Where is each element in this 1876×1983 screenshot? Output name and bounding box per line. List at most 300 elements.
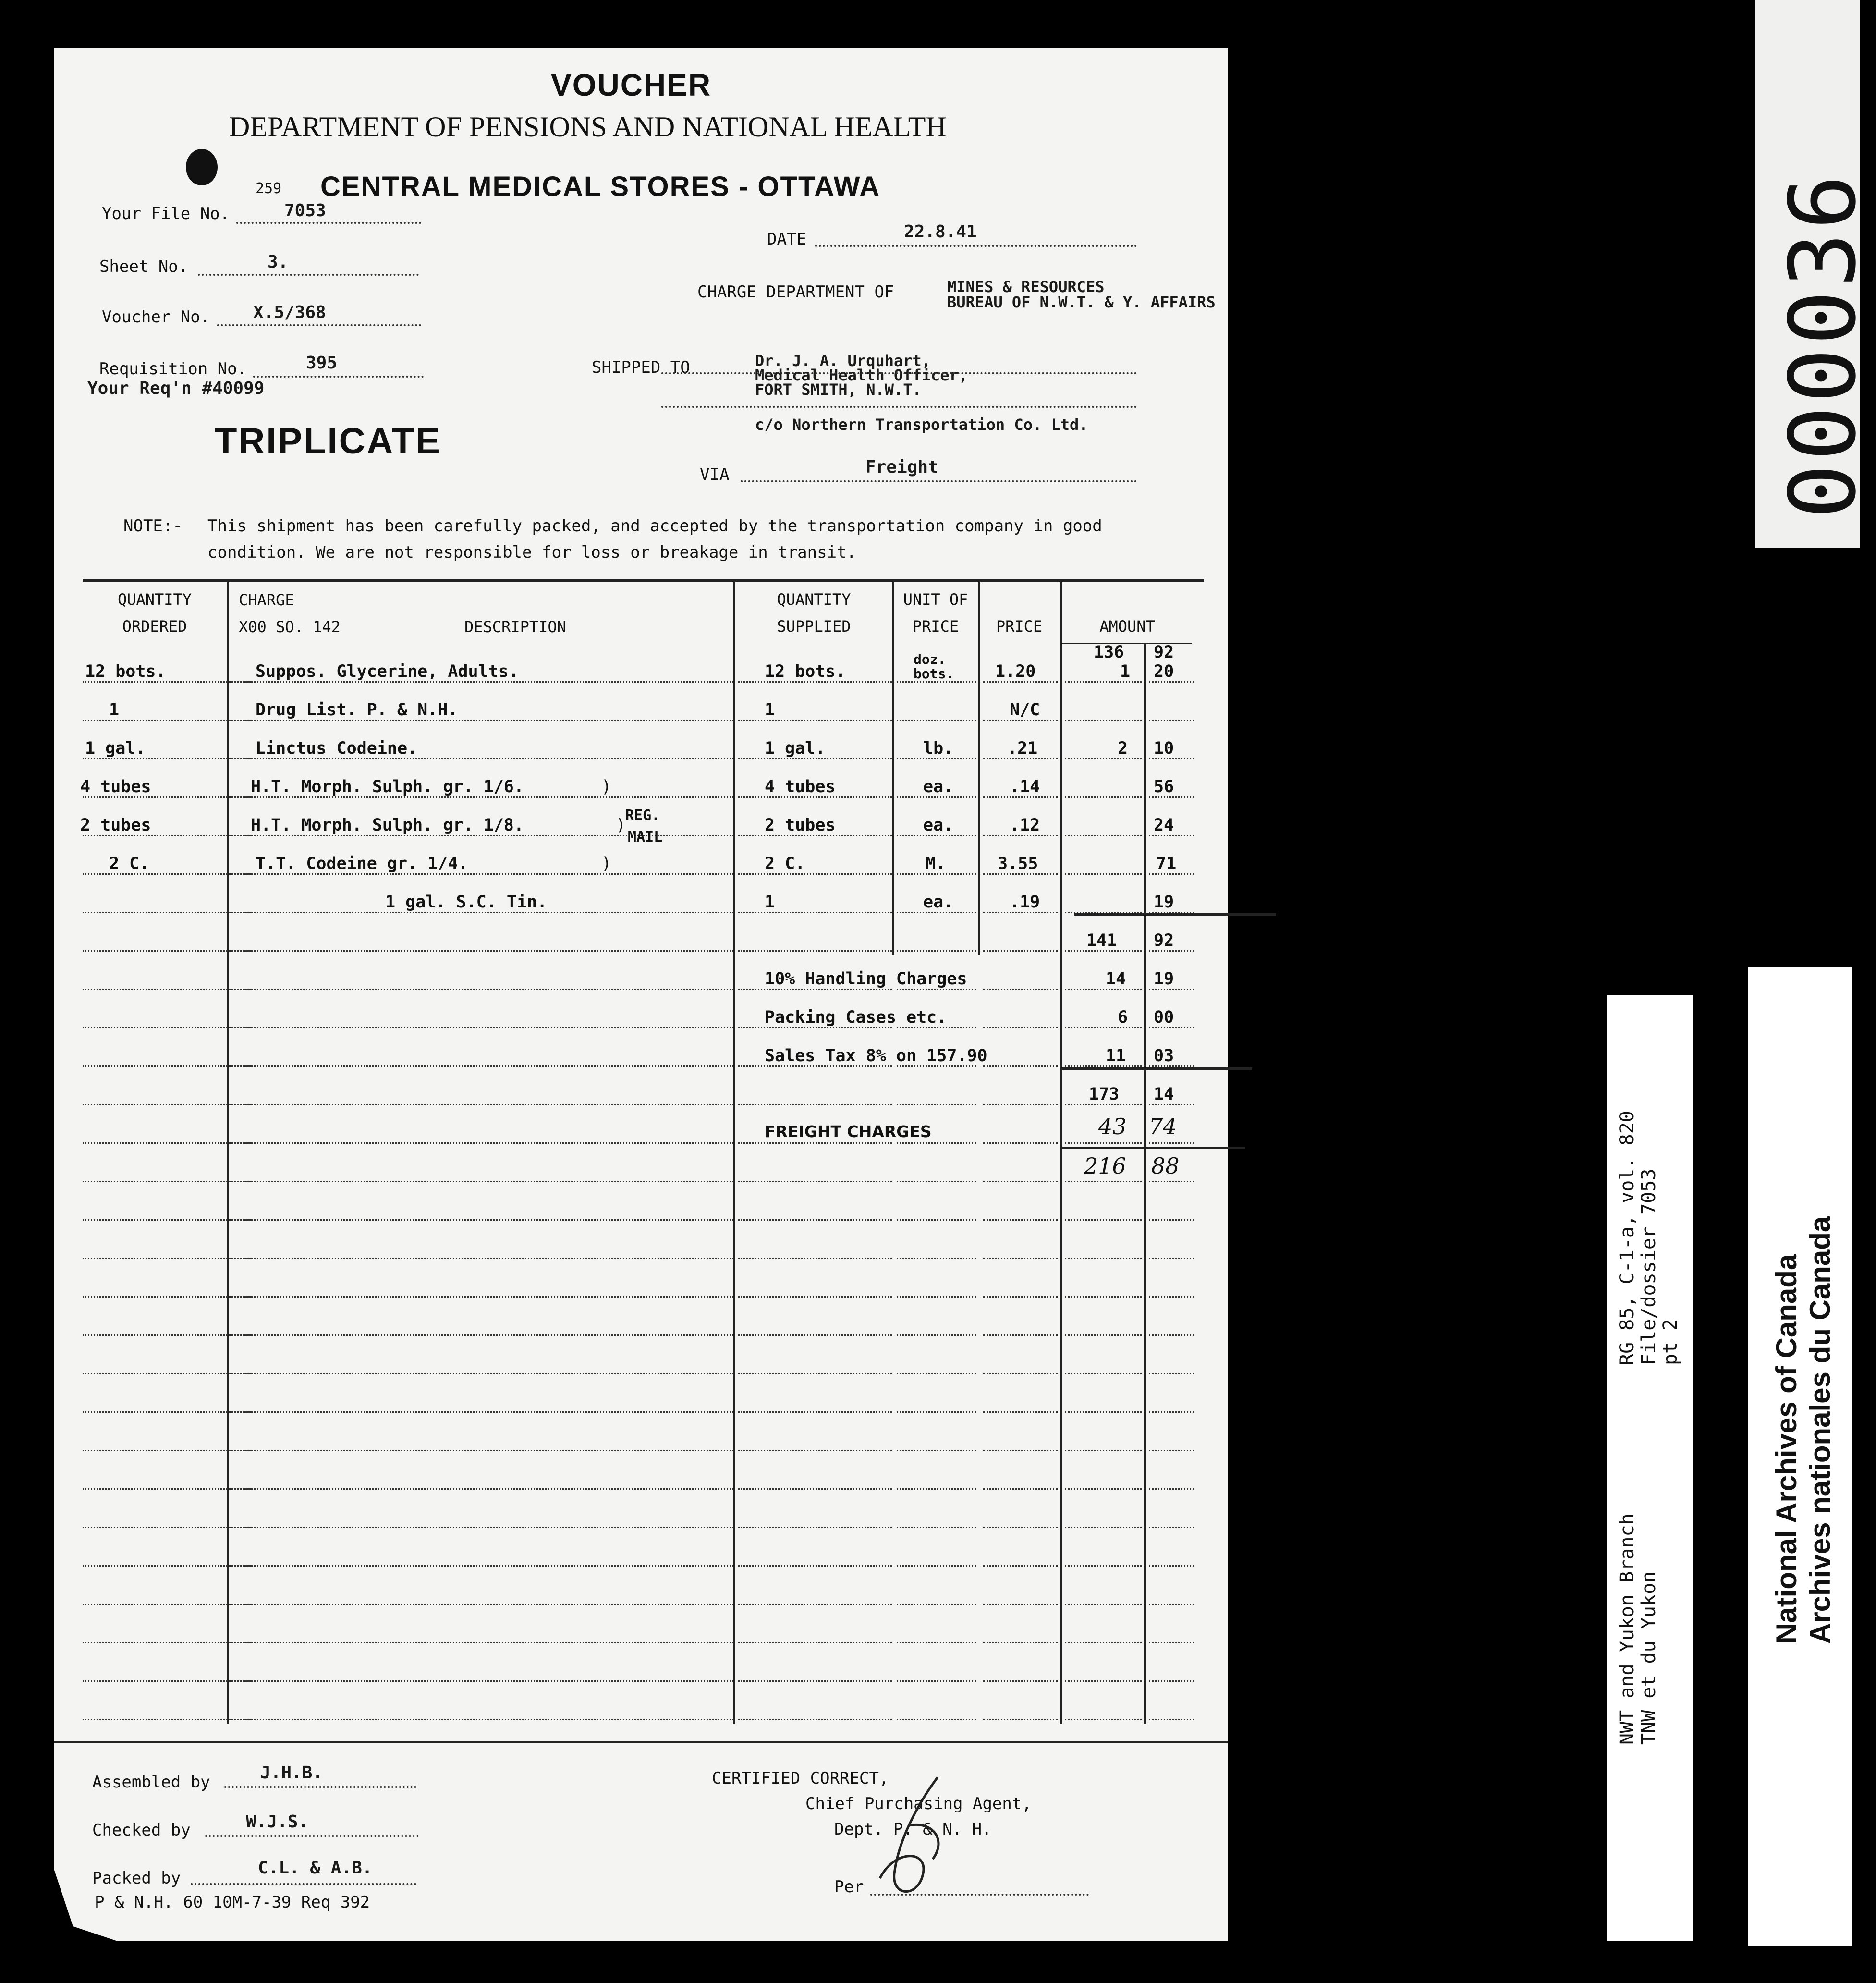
row3-supplied: 1 gal. (765, 739, 826, 758)
ruled-line (1149, 1565, 1194, 1567)
ruled-line (1149, 1219, 1194, 1221)
ruled-line (83, 912, 251, 913)
ink-blot (186, 149, 218, 185)
ruled-line (897, 1065, 976, 1067)
ruled-line (738, 912, 892, 913)
ruled-line (738, 1373, 892, 1374)
shipped-to-line3: FORT SMITH, N.W.T. (755, 380, 922, 399)
col-divider-4 (978, 580, 980, 955)
via-value: Freight (865, 457, 938, 477)
sales-tax-dollars: 11 (1106, 1046, 1126, 1065)
stores-prefix: 259 (256, 180, 282, 197)
row4-price: .14 (1010, 777, 1040, 796)
ruled-line (83, 1527, 251, 1528)
ruled-line (1149, 873, 1194, 875)
archive-label-national (1748, 967, 1852, 1946)
ruled-line (897, 1027, 976, 1028)
col-divider-2 (733, 580, 735, 1724)
ruled-line (1149, 1296, 1194, 1298)
ruled-line (738, 989, 892, 990)
ruled-line (738, 1219, 892, 1221)
torn-corner (54, 1869, 116, 1941)
voucher-line (217, 324, 421, 326)
ruled-line (738, 1719, 892, 1720)
ruled-line (1149, 1334, 1194, 1336)
your-file-label: Your File No. (102, 204, 230, 223)
ruled-line (738, 1258, 892, 1259)
shipped-line-2 (661, 406, 1137, 408)
ruled-line (897, 758, 976, 759)
ruled-line (1065, 873, 1142, 875)
ruled-line (231, 1450, 733, 1451)
ruled-line (1065, 1142, 1142, 1144)
row1-description: Suppos. Glycerine, Adults. (256, 662, 519, 681)
ruled-line (738, 758, 892, 759)
ruled-line (983, 1680, 1058, 1682)
ruled-line (1065, 1181, 1142, 1182)
total-dollars: 173 (1089, 1085, 1120, 1104)
ruled-line (83, 1258, 251, 1259)
ruled-line (83, 1142, 251, 1144)
agent-dept: Dept. P. & N. H. (834, 1820, 992, 1839)
ruled-line (738, 1296, 892, 1298)
branch-line1: NWT and Yukon Branch (1616, 1513, 1638, 1745)
ruled-line (83, 1181, 251, 1182)
header-qty-ordered (87, 586, 222, 640)
header-qty-supplied-2: SUPPLIED (777, 617, 851, 636)
row3-price: .21 (1007, 739, 1038, 758)
your-file-line (236, 222, 421, 224)
sheet-line (198, 274, 419, 276)
ruled-line (983, 1296, 1058, 1298)
ruled-line (738, 720, 892, 721)
shipped-line-1 (661, 372, 1137, 374)
freight-dollars: 43 (1098, 1114, 1127, 1139)
row1-price: 1.20 (995, 662, 1036, 681)
ruled-line (738, 1565, 892, 1567)
ruled-line (83, 1680, 251, 1682)
ruled-line (83, 720, 251, 721)
row6-cents: 71 (1156, 854, 1177, 873)
ruled-line (1149, 1104, 1194, 1105)
stores-name: CENTRAL MEDICAL STORES - OTTAWA (320, 171, 881, 202)
via-label: VIA (700, 465, 730, 484)
total-rule (1060, 1067, 1252, 1070)
ruled-line (231, 1258, 733, 1259)
ruled-line (738, 1488, 892, 1490)
ruled-line (897, 1719, 976, 1720)
voucher-value: X.5/368 (253, 303, 326, 322)
row2-ordered: 1 (109, 700, 120, 720)
ruled-line (231, 758, 733, 759)
ruled-line (738, 950, 892, 952)
row3-unit: lb. (923, 739, 954, 758)
ruled-line (1149, 1181, 1194, 1182)
packed-label: Packed by (92, 1869, 181, 1888)
row5-unit: ea. (923, 816, 954, 835)
national-line2: Archives nationales du Canada (1804, 1216, 1836, 1644)
voucher-paper (54, 48, 1228, 1941)
ruled-line (231, 1411, 733, 1413)
ruled-line (231, 796, 733, 798)
charge-dept-line1: MINES & RESOURCES (947, 278, 1105, 296)
ruled-line (1065, 835, 1142, 836)
header-qty-supplied (738, 586, 889, 640)
row1-dollars: 1 (1120, 662, 1131, 681)
packed-line (191, 1883, 416, 1885)
note-label: NOTE:- (123, 516, 183, 536)
ruled-line (83, 1719, 251, 1720)
ruled-line (897, 1334, 976, 1336)
ruled-line (738, 1604, 892, 1605)
ruled-line (1065, 1680, 1142, 1682)
col-divider-1 (227, 580, 229, 1724)
ruled-line (738, 1411, 892, 1413)
row4-cents: 56 (1154, 777, 1174, 796)
voucher-label: Voucher No. (102, 307, 210, 327)
ruled-line (897, 989, 976, 990)
row7-description: 1 gal. S.C. Tin. (385, 893, 548, 912)
ruled-line (738, 1334, 892, 1336)
ruled-line (897, 1527, 976, 1528)
ruled-line (983, 950, 1058, 952)
ruled-line (231, 950, 733, 952)
ruled-line (1065, 1450, 1142, 1451)
col-divider-6 (1144, 644, 1146, 1724)
ruled-line (983, 720, 1058, 721)
ruled-line (83, 1027, 251, 1028)
header-charge-code: X00 SO. 142 (239, 618, 341, 636)
shipped-to-line2: Medical Health Officer, (755, 366, 968, 384)
ruled-line (897, 1373, 976, 1374)
your-file-value: 7053 (284, 201, 326, 220)
header-qty-ordered-1: QUANTITY (117, 590, 192, 609)
ruled-line (83, 1488, 251, 1490)
ruled-line (83, 1565, 251, 1567)
handling-cents: 19 (1154, 969, 1174, 989)
row5-ordered: 2 tubes (80, 816, 151, 835)
row3-description: Linctus Codeine. (256, 739, 418, 758)
row1-cents: 20 (1154, 662, 1174, 681)
subtotal-dollars: 141 (1086, 931, 1117, 950)
ruled-line (897, 1296, 976, 1298)
grand-total-dollars: 216 (1084, 1153, 1126, 1179)
ruled-line (983, 1065, 1058, 1067)
checked-line (205, 1835, 419, 1837)
ruled-line (738, 1642, 892, 1643)
ruled-line (83, 950, 251, 952)
ruled-line (83, 873, 251, 875)
ruled-line (983, 1488, 1058, 1490)
charge-dept-line2: BUREAU OF N.W.T. & Y. AFFAIRS (947, 293, 1216, 311)
ruled-line (897, 1488, 976, 1490)
col-divider-5 (1060, 580, 1062, 1724)
ruled-line (1149, 989, 1194, 990)
ruled-line (983, 912, 1058, 913)
ruled-line (1065, 950, 1142, 952)
shipped-to-line4: c/o Northern Transportation Co. Ltd. (755, 416, 1088, 434)
ruled-line (738, 681, 892, 683)
ruled-line (1149, 1719, 1194, 1720)
ruled-line (83, 1642, 251, 1643)
ruled-line (738, 873, 892, 875)
ruled-line (983, 835, 1058, 836)
requisition-value: 395 (306, 353, 338, 373)
table-top-rule (83, 579, 1204, 582)
ruled-line (83, 1104, 251, 1105)
header-unit (895, 586, 976, 640)
row6-price: 3.55 (998, 854, 1038, 873)
ruled-line (1149, 681, 1194, 683)
ruled-line (983, 796, 1058, 798)
ruled-line (231, 1181, 733, 1182)
header-description: DESCRIPTION (464, 618, 566, 636)
ruled-line (1065, 1104, 1142, 1105)
ruled-line (1149, 1373, 1194, 1374)
ruled-line (231, 873, 733, 875)
packing-label: Packing Cases etc. (765, 1008, 947, 1027)
requisition-label: Requisition No. (99, 359, 247, 379)
header-unit-2: PRICE (912, 617, 959, 636)
ref-line1: RG 85, C-1-a, vol. 820 (1616, 1111, 1638, 1365)
ruled-line (983, 758, 1058, 759)
your-req: Your Req'n #40099 (87, 379, 265, 398)
ruled-line (83, 1334, 251, 1336)
ruled-line (897, 1181, 976, 1182)
ruled-line (83, 1219, 251, 1221)
ruled-line (231, 1027, 733, 1028)
ruled-line (83, 989, 251, 990)
ruled-line (1149, 1680, 1194, 1682)
ruled-line (231, 912, 733, 913)
ruled-line (1065, 1334, 1142, 1336)
row6-supplied: 2 C. (765, 854, 805, 873)
row7-unit: ea. (923, 893, 954, 912)
ruled-line (1149, 1411, 1194, 1413)
ruled-line (83, 1604, 251, 1605)
date-value: 22.8.41 (904, 222, 977, 242)
col-divider-3 (892, 580, 894, 955)
ruled-line (83, 796, 251, 798)
ruled-line (1149, 1527, 1194, 1528)
grand-total-cents: 88 (1151, 1153, 1180, 1179)
ruled-line (83, 1450, 251, 1451)
carried-dollars: 136 (1094, 643, 1124, 662)
ruled-line (231, 1527, 733, 1528)
ruled-line (1065, 1373, 1142, 1374)
row1-supplied: 12 bots. (765, 662, 846, 681)
ruled-line (1149, 950, 1194, 952)
ruled-line (83, 1296, 251, 1298)
ruled-line (983, 1565, 1058, 1567)
row5-price: .12 (1010, 816, 1040, 835)
ruled-line (231, 1219, 733, 1221)
charge-dept-label: CHARGE DEPARTMENT OF (697, 282, 894, 302)
header-charge: CHARGE (239, 591, 294, 609)
ruled-line (738, 1181, 892, 1182)
ruled-line (1065, 1219, 1142, 1221)
ruled-line (1149, 1642, 1194, 1643)
ruled-line (1065, 758, 1142, 759)
ruled-line (897, 950, 976, 952)
ruled-line (983, 1450, 1058, 1451)
ruled-line (83, 681, 251, 683)
date-label: DATE (767, 230, 806, 249)
ruled-line (738, 1142, 892, 1144)
ruled-line (231, 1642, 733, 1643)
ruled-line (231, 681, 733, 683)
ruled-line (1065, 1642, 1142, 1643)
row3-ordered: 1 gal. (85, 739, 146, 758)
ruled-line (983, 1719, 1058, 1720)
ruled-line (897, 1142, 976, 1144)
ruled-line (83, 1411, 251, 1413)
ruled-line (983, 1373, 1058, 1374)
header-qty-supplied-1: QUANTITY (777, 590, 851, 609)
frame-number: 000036 (1770, 171, 1876, 519)
assembled-value: J.H.B. (260, 1763, 323, 1783)
ruled-line (897, 1642, 976, 1643)
ruled-line (231, 1334, 733, 1336)
ruled-line (897, 1104, 976, 1105)
branch-line2: TNW et du Yukon (1638, 1571, 1660, 1745)
ruled-line (897, 1680, 976, 1682)
header-qty-ordered-2: ORDERED (122, 617, 187, 636)
agent-title: Chief Purchasing Agent, (805, 1794, 1032, 1813)
ruled-line (231, 1065, 733, 1067)
ruled-line (1149, 1488, 1194, 1490)
ruled-line (1149, 835, 1194, 836)
row2-price: N/C (1010, 700, 1040, 720)
shipped-to-label: SHIPPED TO (592, 358, 690, 377)
ruled-line (1149, 1450, 1194, 1451)
signature-image (865, 1768, 962, 1917)
ruled-line (1065, 1527, 1142, 1528)
ruled-line (1065, 1296, 1142, 1298)
ruled-line (231, 989, 733, 990)
ruled-line (897, 796, 976, 798)
packing-dollars: 6 (1118, 1008, 1128, 1027)
row5-cents: 24 (1154, 816, 1174, 835)
ruled-line (1065, 1488, 1142, 1490)
ruled-line (897, 1219, 976, 1221)
handling-label: 10% Handling Charges (765, 969, 967, 989)
ruled-line (738, 1680, 892, 1682)
per-label: Per (834, 1877, 864, 1897)
ruled-line (983, 1142, 1058, 1144)
ruled-line (1149, 1142, 1194, 1144)
ruled-line (897, 873, 976, 875)
certified-text: CERTIFIED CORRECT, (712, 1769, 889, 1788)
ruled-line (983, 1642, 1058, 1643)
ruled-line (1065, 796, 1142, 798)
assembled-line (224, 1786, 416, 1788)
ruled-line (83, 758, 251, 759)
row2-description: Drug List. P. & N.H. (256, 700, 458, 720)
ruled-line (1065, 989, 1142, 990)
packing-cents: 00 (1154, 1008, 1174, 1027)
sales-tax-label: Sales Tax 8% on 157.90 (765, 1046, 987, 1065)
ruled-line (983, 1104, 1058, 1105)
ruled-line (897, 720, 976, 721)
ruled-line (1065, 720, 1142, 721)
ruled-line (1065, 681, 1142, 683)
ruled-line (231, 1565, 733, 1567)
ruled-line (983, 989, 1058, 990)
ruled-line (983, 681, 1058, 683)
carried-cents: 92 (1154, 643, 1174, 662)
department-name: DEPARTMENT OF PENSIONS AND NATIONAL HEALTH (229, 111, 947, 143)
ruled-line (1149, 720, 1194, 721)
row3-dollars: 2 (1118, 739, 1128, 758)
checked-value: W.J.S. (246, 1812, 309, 1832)
row5-description: H.T. Morph. Sulph. gr. 1/8. (251, 816, 524, 835)
row1-ordered: 12 bots. (85, 662, 166, 681)
reg-mail-2: MAIL (628, 829, 663, 845)
via-line (741, 480, 1137, 482)
ruled-line (83, 835, 251, 836)
ruled-line (983, 1027, 1058, 1028)
ruled-line (738, 1104, 892, 1105)
header-amount: AMOUNT (1099, 617, 1155, 636)
ruled-line (231, 1604, 733, 1605)
row7-supplied: 1 (765, 893, 775, 912)
date-line (815, 245, 1137, 247)
freight-cents: 74 (1149, 1114, 1177, 1139)
freight-label: FREIGHT CHARGES (765, 1122, 932, 1141)
row4-supplied: 4 tubes (765, 777, 836, 796)
archive-label-branch (1607, 995, 1693, 1941)
ruled-line (231, 1142, 733, 1144)
total-cents: 14 (1154, 1085, 1174, 1104)
assembled-label: Assembled by (92, 1773, 210, 1792)
ruled-line (1149, 1027, 1194, 1028)
header-price: PRICE (996, 617, 1043, 636)
freight-rule (1062, 1147, 1245, 1149)
form-number: P & N.H. 60 10M-7-39 Req 392 (95, 1893, 370, 1912)
ruled-line (983, 1411, 1058, 1413)
note-line2: condition. We are not responsible for loss or breakage in transit. (207, 543, 857, 562)
ruled-line (1065, 1604, 1142, 1605)
ruled-line (1149, 1604, 1194, 1605)
ruled-line (983, 1219, 1058, 1221)
handling-dollars: 14 (1106, 969, 1126, 989)
row4-unit: ea. (923, 777, 954, 796)
ruled-line (231, 1680, 733, 1682)
sheet-label: Sheet No. (99, 257, 188, 276)
ruled-line (738, 1027, 892, 1028)
row5-supplied: 2 tubes (765, 816, 836, 835)
ruled-line (83, 1065, 251, 1067)
row6-ordered: 2 C. (109, 854, 150, 873)
row4-ordered: 4 tubes (80, 777, 151, 796)
ruled-line (231, 1719, 733, 1720)
ruled-line (1065, 1719, 1142, 1720)
ref-line2: File/dossier 7053 (1638, 1168, 1660, 1365)
sales-tax-cents: 03 (1154, 1046, 1174, 1065)
ruled-line (738, 835, 892, 836)
row1-unit: doz. bots. (914, 651, 954, 682)
ruled-line (897, 912, 976, 913)
ruled-line (983, 1181, 1058, 1182)
ref-line3: pt 2 (1659, 1319, 1681, 1365)
ruled-line (897, 1450, 976, 1451)
row4-description: H.T. Morph. Sulph. gr. 1/6. (251, 777, 524, 796)
row6-unit: M. (926, 854, 946, 873)
ruled-line (897, 1258, 976, 1259)
ruled-line (83, 1373, 251, 1374)
subtotal-cents: 92 (1154, 931, 1174, 950)
